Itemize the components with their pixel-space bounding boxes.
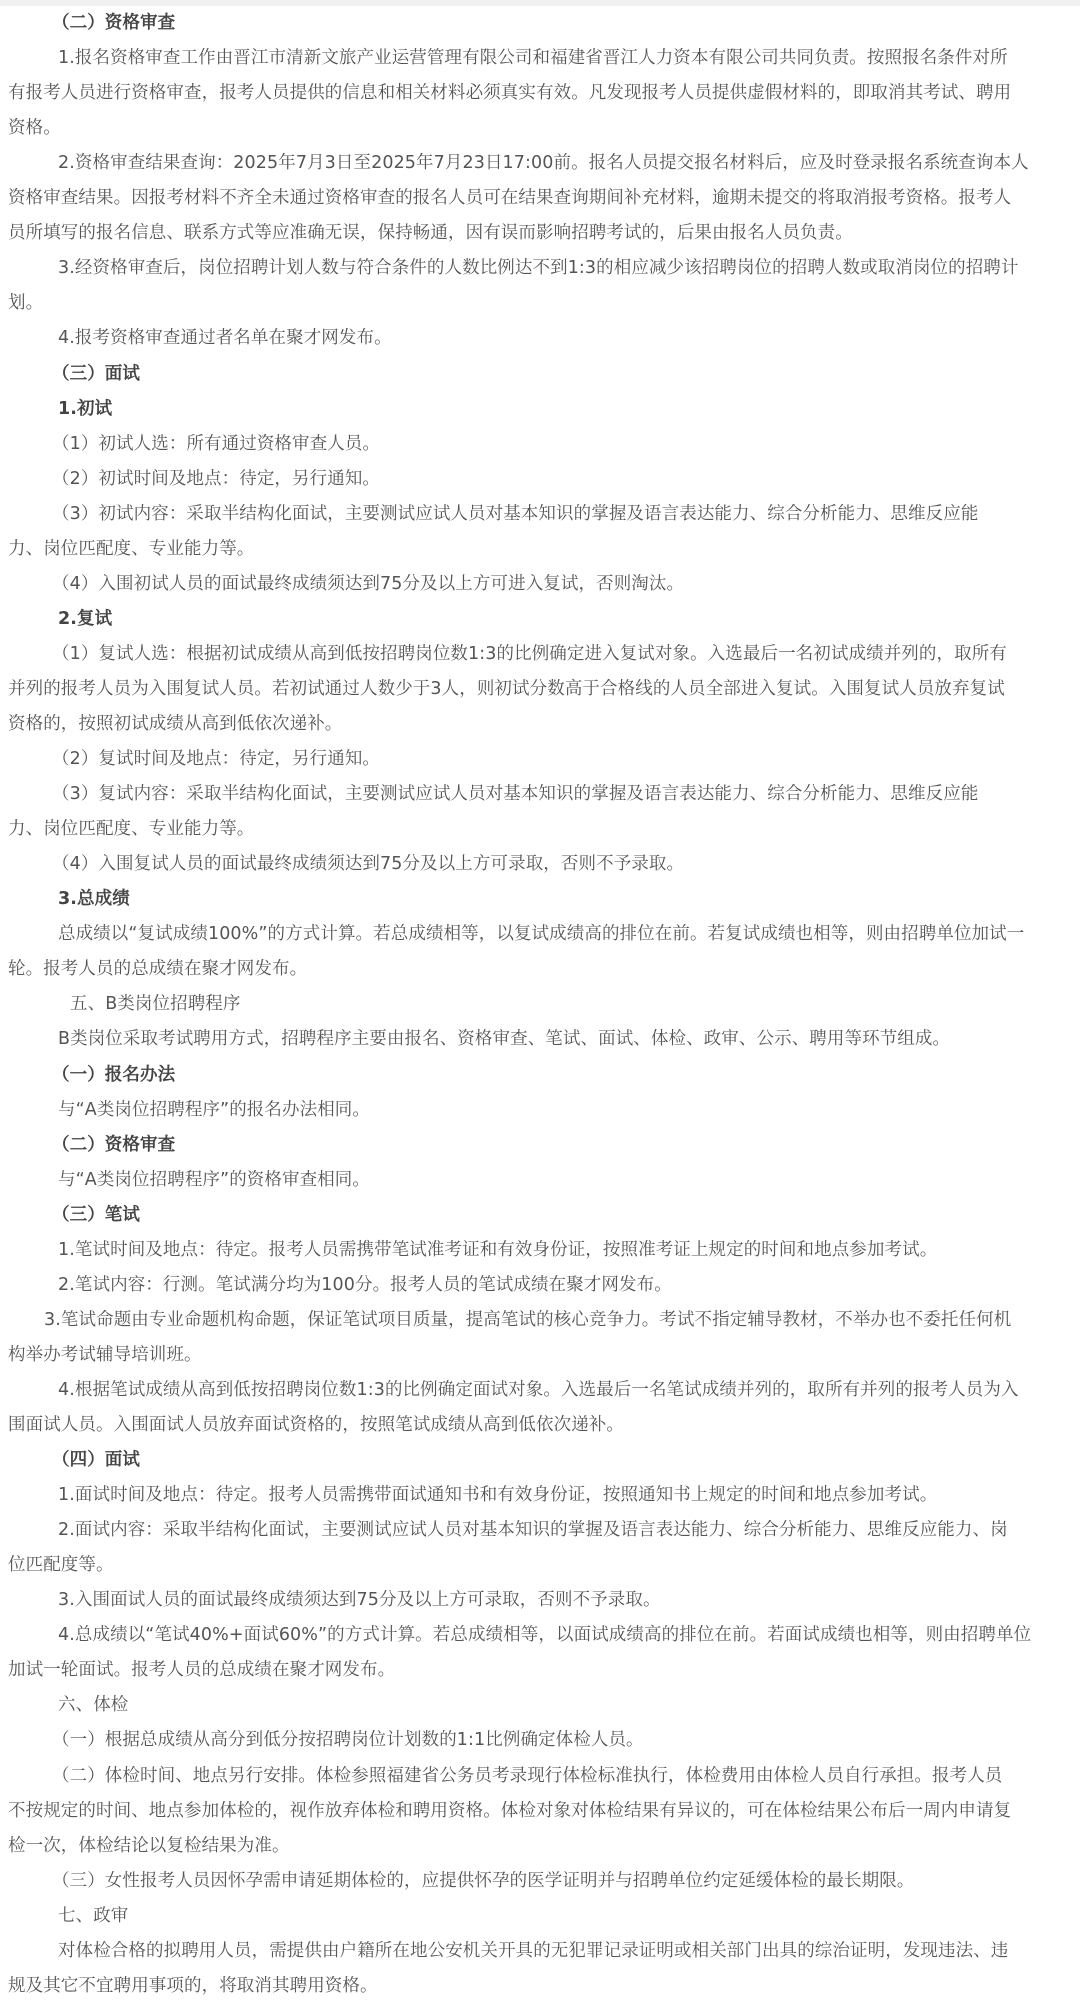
section-heading: （二）资格审查: [52, 1134, 176, 1155]
paragraph-line: （2）初试时间及地点：待定，另行通知。: [52, 468, 381, 489]
paragraph-line: 力、岗位匹配度、专业能力等。: [8, 819, 255, 840]
paragraph-line: 资格的，按照初试成绩从高到低依次递补。: [8, 714, 343, 734]
paragraph-line: （4）入围复试人员的面试最终成绩须达到75分及以上方可录取，否则不予录取。: [52, 854, 685, 875]
section-heading: （一）报名办法: [52, 1064, 176, 1085]
paragraph-line: B类岗位采取考试聘用方式，招聘程序主要由报名、资格审查、笔试、面试、体检、政审、公示、聘用等环节组成。: [58, 1029, 951, 1050]
paragraph-line: 1.面试时间及地点：待定。报考人员需携带面试通知书和有效身份证，按照通知书上规定的时间和地点参加考试。: [58, 1485, 938, 1506]
section-heading: （四）面试: [52, 1450, 140, 1471]
paragraph-line: 与“A类岗位招聘程序”的报名办法相同。: [58, 1099, 371, 1120]
paragraph-line: 加试一轮面试。报考人员的总成绩在聚才网发布。: [8, 1660, 396, 1681]
paragraph-line: 轮。报考人员的总成绩在聚才网发布。: [8, 959, 308, 980]
paragraph-line: 六、体检: [58, 1695, 129, 1716]
paragraph-line: 4.报考资格审查通过者名单在聚才网发布。: [58, 328, 392, 349]
paragraph-line: 4.总成绩以“笔试40%+面试60%”的方式计算。若总成绩相等，以面试成绩高的排位在前。若面试成绩也相等，则由招聘单位: [58, 1625, 1032, 1646]
paragraph-line: 不按规定的时间、地点参加体检的，视作放弃体检和聘用资格。体检对象对体检结果有异议的，可在体检结果公布后一周内申请复: [8, 1800, 1012, 1821]
paragraph-line: 围面试人员。入围面试人员放弃面试资格的，按照笔试成绩从高到低依次递补。: [8, 1415, 624, 1435]
paragraph-line: 力、岗位匹配度、专业能力等。: [8, 538, 255, 559]
section-heading: （三）面试: [52, 363, 140, 384]
paragraph-line: 2.笔试内容：行测。笔试满分均为100分。报考人员的笔试成绩在聚才网发布。: [58, 1274, 672, 1295]
paragraph-line: 1.笔试时间及地点：待定。报考人员需携带笔试准考证和有效身份证，按照准考证上规定的时间和地点参加考试。: [58, 1239, 938, 1260]
paragraph-line: 总成绩以“复试成绩100%”的方式计算。若总成绩相等，以复试成绩高的排位在前。若复试成绩也相等，则由招聘单位加试一: [58, 924, 1025, 945]
section-heading: 1.初试: [58, 398, 113, 419]
paragraph-line: 2.面试内容：采取半结构化面试，主要测试应试人员对基本知识的掌握及语言表达能力、综合分析能力、思维反应能力、岗: [58, 1520, 1008, 1541]
paragraph-line: （二）体检时间、地点另行安排。体检参照福建省公务员考录现行体检标准执行，体检费用由体检人员自行承担。报考人员: [52, 1765, 1003, 1786]
paragraph-line: 员所填写的报名信息、联系方式等应准确无误，保持畅通，因有误而影响招聘考试的，后果由报名人员负责。: [8, 223, 853, 244]
paragraph-line: 并列的报考人员为入围复试人员。若初试通过人数少于3人，则初试分数高于合格线的人员全部进入复试。入围复试人员放弃复试: [8, 678, 1005, 699]
paragraph-line: 五、B类岗位招聘程序: [70, 994, 241, 1015]
section-heading: 2.复试: [58, 608, 113, 629]
section-heading: （三）笔试: [52, 1204, 140, 1225]
paragraph-line: （1）复试人选：根据初试成绩从高到低按招聘岗位数1:3的比例确定进入复试对象。入选最后一名初试成绩并列的，取所有: [52, 643, 1007, 664]
paragraph-line: 资格。: [8, 118, 61, 139]
paragraph-line: 资格审查结果。因报考材料不齐全未通过资格审查的报名人员可在结果查询期间补充材料，逾期未提交的将取消报考资格。报考人: [8, 188, 1012, 209]
paragraph-line: 构举办考试辅导培训班。: [8, 1344, 202, 1365]
paragraph-line: （2）复试时间及地点：待定，另行通知。: [52, 749, 381, 770]
paragraph-line: （三）女性报考人员因怀孕需申请延期体检的，应提供怀孕的医学证明并与招聘单位约定延缓体检的最长期限。: [52, 1870, 915, 1891]
paragraph-line: 对体检合格的拟聘用人员，需提供由户籍所在地公安机关开具的无犯罪记录证明或相关部门出具的综治证明，发现违法、违: [58, 1940, 1009, 1961]
paragraph-line: 3.经资格审查后，岗位招聘计划人数与符合条件的人数比例达不到1:3的相应减少该招聘岗位的招聘人数或取消岗位的招聘计: [58, 258, 1019, 279]
paragraph-line: 七、政审: [58, 1905, 129, 1926]
paragraph-line: 检一次，体检结论以复检结果为准。: [8, 1835, 290, 1856]
paragraph-line: 与“A类岗位招聘程序”的资格审查相同。: [58, 1169, 371, 1190]
paragraph-line: （3）复试内容：采取半结构化面试，主要测试应试人员对基本知识的掌握及语言表达能力、综合分析能力、思维反应能: [52, 784, 979, 805]
paragraph-line: （1）初试人选：所有通过资格审查人员。: [52, 433, 381, 454]
paragraph-line: （4）入围初试人员的面试最终成绩须达到75分及以上方可进入复试，否则淘汰。: [52, 573, 685, 594]
paragraph-line: 3.入围面试人员的面试最终成绩须达到75分及以上方可录取，否则不予录取。: [58, 1590, 661, 1611]
paragraph-line: （3）初试内容：采取半结构化面试，主要测试应试人员对基本知识的掌握及语言表达能力、综合分析能力、思维反应能: [52, 503, 979, 524]
section-heading: 3.总成绩: [58, 889, 130, 910]
paragraph-line: （一）根据总成绩从高分到低分按招聘岗位计划数的1:1比例确定体检人员。: [52, 1730, 644, 1751]
paragraph-line: 位匹配度等。: [8, 1555, 114, 1576]
paragraph-line: 3.笔试命题由专业命题机构命题，保证笔试项目质量，提高笔试的核心竞争力。考试不指定辅导教材，不举办也不委托任何机: [44, 1309, 1012, 1330]
paragraph-line: 2.资格审查结果查询：2025年7月3日至2025年7月23日17:00前。报名人员提交报名材料后，应及时登录报名系统查询本人: [58, 153, 1029, 174]
paragraph-line: 4.根据笔试成绩从高到低按招聘岗位数1:3的比例确定面试对象。入选最后一名笔试成绩并列的，取所有并列的报考人员为入: [58, 1379, 1019, 1400]
paragraph-line: 有报考人员进行资格审查，报考人员提供的信息和相关材料必须真实有效。凡发现报考人员提供虚假材料的，即取消其考试、聘用: [8, 83, 1012, 104]
paragraph-line: 1.报名资格审查工作由晋江市清新文旅产业运营管理有限公司和福建省晋江人力资本有限公司共同负责。按照报名条件对所: [58, 48, 1008, 69]
section-heading: （二）资格审查: [52, 13, 176, 33]
paragraph-line: 规及其它不宜聘用事项的，将取消其聘用资格。: [8, 1975, 378, 1996]
paragraph-line: 划。: [8, 293, 44, 314]
